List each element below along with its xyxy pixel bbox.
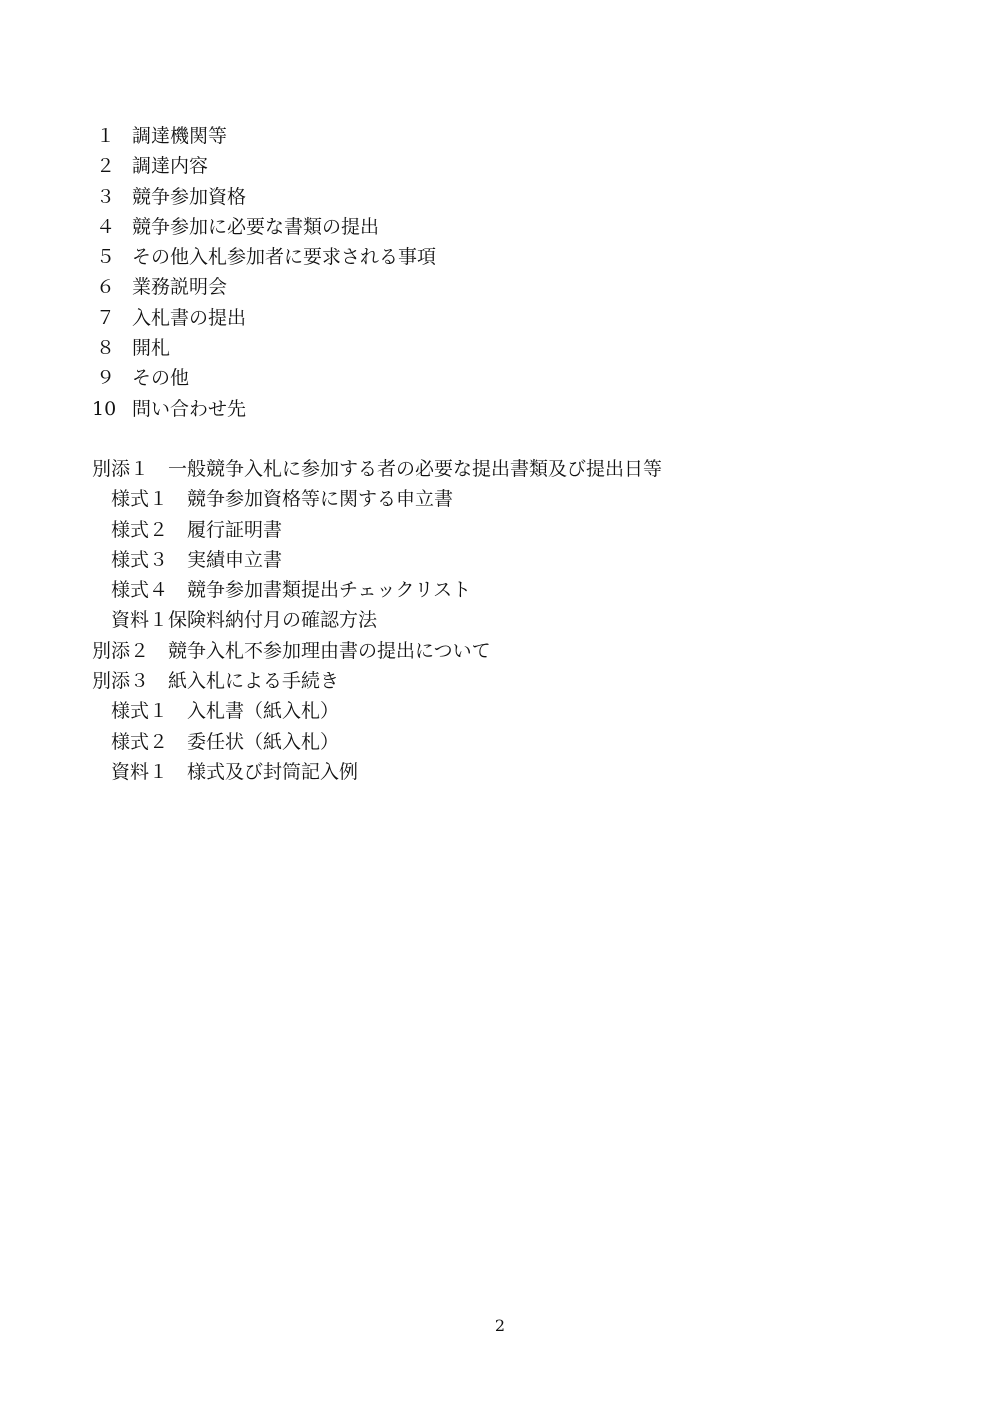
- toc-item-2: [92, 151, 912, 181]
- form-title: 委任状（紙入札）: [187, 730, 340, 753]
- form-item: [92, 575, 912, 605]
- form-label: 様式３: [111, 548, 169, 571]
- toc-item-3: [92, 182, 912, 212]
- toc-item-title: その他入札参加者に要求される事項: [132, 246, 437, 269]
- material-title: 保険料納付月の確認方法: [168, 609, 378, 632]
- annex-title: 競争入札不参加理由書の提出について: [168, 639, 491, 662]
- toc-item-title: 競争参加に必要な書類の提出: [132, 215, 380, 238]
- toc-item-title: 入札書の提出: [132, 306, 247, 329]
- toc-item-number: ９: [96, 367, 116, 390]
- form-spacer: [168, 696, 187, 726]
- annex-label: 別添３: [92, 670, 150, 693]
- form-label: 様式２: [111, 730, 169, 753]
- annex-spacer: [149, 636, 168, 666]
- form-label: 様式１: [111, 700, 169, 723]
- toc-item-title: 調達機関等: [132, 125, 228, 147]
- toc-item-9: [92, 363, 912, 393]
- form-title: 実績申立書: [187, 548, 283, 571]
- material-item: [92, 757, 912, 787]
- form-item: [92, 515, 912, 545]
- annex-spacer: [149, 666, 168, 696]
- toc-item-title: 問い合わせ先: [132, 397, 247, 420]
- toc-item-10: [92, 394, 912, 424]
- form-item: [92, 484, 912, 514]
- table-of-contents: [92, 121, 912, 424]
- toc-item-number: ７: [96, 306, 116, 329]
- annex-item: [92, 666, 912, 696]
- form-item: [92, 696, 912, 726]
- form-spacer: [168, 545, 187, 575]
- toc-item-number: １: [96, 125, 116, 147]
- form-spacer: [168, 515, 187, 545]
- toc-item-number: ２: [96, 155, 116, 178]
- annex-item: [92, 636, 912, 666]
- toc-item-number: ６: [96, 276, 116, 299]
- material-label: 資料１: [111, 760, 169, 783]
- toc-item-title: その他: [132, 367, 190, 390]
- toc-item-title: 業務説明会: [132, 276, 228, 299]
- form-title: 競争参加資格等に関する申立書: [187, 488, 454, 511]
- toc-item-number: ３: [96, 185, 116, 208]
- material-title: 様式及び封筒記入例: [187, 760, 359, 783]
- toc-item-4: [92, 212, 912, 242]
- annex-item: [92, 454, 912, 484]
- page-number: 2: [494, 1316, 506, 1335]
- toc-item-8: [92, 333, 912, 363]
- toc-item-number: ４: [96, 215, 116, 238]
- toc-item-number: ８: [96, 337, 116, 360]
- form-title: 履行証明書: [187, 518, 283, 541]
- annex-title: 一般競争入札に参加する者の必要な提出書類及び提出日等: [168, 458, 663, 480]
- form-label: 様式２: [111, 518, 169, 541]
- material-label: 資料１: [111, 609, 169, 632]
- material-item: [92, 605, 912, 635]
- form-spacer: [168, 727, 187, 757]
- form-spacer: [168, 575, 187, 605]
- annex-label: 別添２: [92, 639, 150, 662]
- form-label: 様式４: [111, 579, 169, 602]
- toc-item-5: [92, 242, 912, 272]
- toc-item-number: ５: [96, 246, 116, 269]
- annex-label: 別添１: [92, 458, 150, 480]
- form-item: [92, 727, 912, 757]
- form-title: 入札書（紙入札）: [187, 700, 340, 723]
- toc-item-number: 10: [92, 397, 117, 420]
- form-item: [92, 545, 912, 575]
- toc-item-title: 競争参加資格: [132, 185, 247, 208]
- annex-list: [92, 454, 912, 787]
- material-spacer: [168, 757, 187, 787]
- form-spacer: [168, 484, 187, 514]
- toc-item-title: 調達内容: [132, 155, 209, 178]
- toc-item-1: [92, 121, 912, 151]
- form-label: 様式１: [111, 488, 169, 511]
- form-title: 競争参加書類提出チェックリスト: [187, 579, 472, 602]
- toc-item-6: [92, 272, 912, 302]
- toc-item-title: 開札: [132, 337, 171, 360]
- annex-title: 紙入札による手続き: [168, 670, 340, 693]
- annex-spacer: [149, 454, 168, 484]
- toc-item-7: [92, 303, 912, 333]
